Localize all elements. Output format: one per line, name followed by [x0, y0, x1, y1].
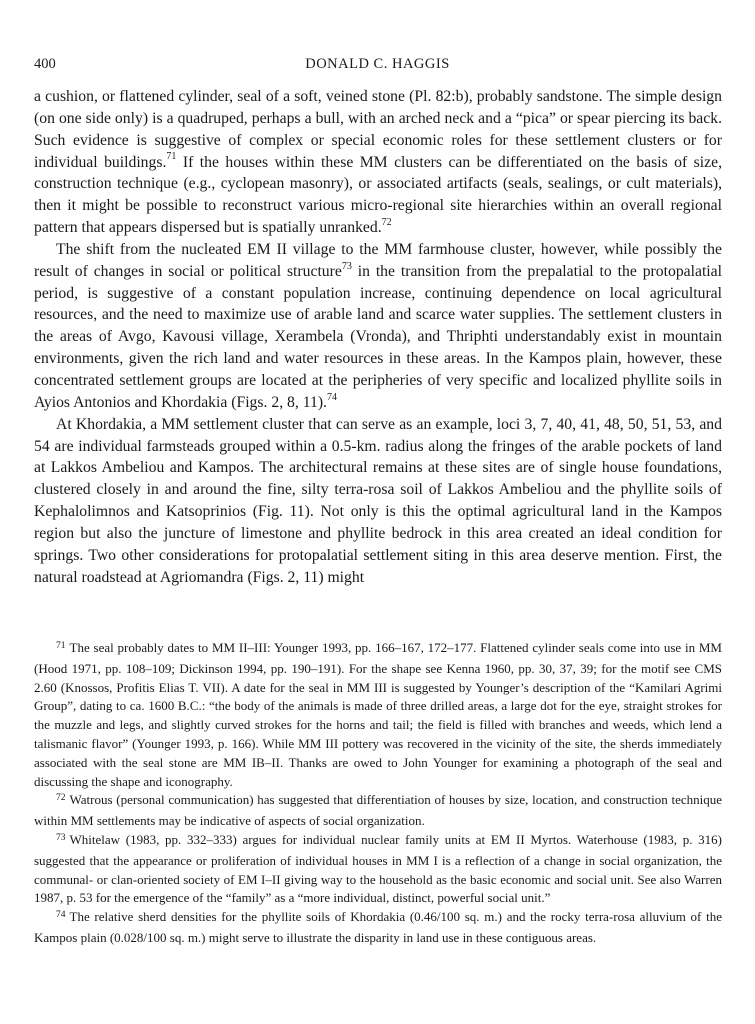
paragraph-text: a cushion, or flattened cylinder, seal of a soft, veined stone (Pl. 82:b), probably sandstone. The simple design (on one side only) is a quadruped, perhaps a bull, with an arched neck and a “pica” or spear piercing its back. Such evidence is suggestive of complex or special economic roles for these settlement clusters or for individual buildings.: [34, 88, 722, 171]
footnote-text: The relative sherd densities for the phyllite soils of Khordakia (0.46/100 sq. m.) and the rocky terra-rosa alluvium of the Kampos plain (0.028/100 sq. m.) might serve to illustrate the disparity in land use in these contiguous areas.: [34, 909, 722, 945]
footnote: [34, 791, 722, 831]
paragraph-text: in the transition from the prepalatial to the protopalatial period, is suggestive of a constant population increase, continuing dependence on local agricultural resources, and the need to maximize use of arable land and scarce water supplies. The settlement clusters in the areas of Avgo, Kavousi village, Xerambela (Vronda), and Thriphti understandably exist in mountain environments, given the rich land and water resources in these areas. In the Kampos plain, however, these concentrated settlement groups are located at the peripheries of very specific and localized phyllite soils in Ayios Antonios and Khordakia (Figs. 2, 8, 11).: [34, 262, 722, 411]
footnotes: [34, 639, 722, 948]
footnote-reference[interactable]: 74: [326, 391, 337, 403]
footnote-reference[interactable]: 73: [341, 260, 352, 272]
paragraph-text: The shift from the nucleated EM II village to the MM farmhouse cluster, however, while possibly the result of changes in social or political structure: [34, 240, 722, 280]
body-paragraph: [34, 239, 722, 414]
footnote-reference[interactable]: 71: [166, 151, 177, 163]
footnote-reference[interactable]: 72: [381, 216, 392, 228]
page-header: [34, 56, 721, 76]
page-number: 400: [34, 56, 56, 72]
paragraph-text: At Khordakia, a MM settlement cluster that can serve as an example, loci 3, 7, 40, 41, 48, 50, 51, 53, and 54 are individual farmsteads grouped within a 0.5-km. radius along the fringes of the arable pockets of land at Lakkos Ambeliou and Kampos. The architectural remains at these sites are of single house foundations, clustered closely in and around the fine, silty terra-rosa soil of Lakkos Ambeliou and the phyllite soils of Kephalolimnos and Katsoprinios (Fig. 11). Not only is this the optimal agricultural land in the Kampos region but also the juncture of limestone and phyllite bedrock in this area created an ideal condition for springs. Two other considerations for protopalatial settlement siting in this area deserve mention. First, the natural roadstead at Agriomandra (Figs. 2, 11) might: [34, 415, 722, 586]
footnote: [34, 908, 722, 948]
footnote-text: Whitelaw (1983, pp. 332–333) argues for individual nuclear family units at EM II Myrtos. Waterhouse (1983, p. 316) suggested that the appearance or proliferation of individual houses in MM I is a reflection of a change in social organization, the communal- or clan-oriented society of EM I–II giving way to the household as the basic economic and social unit. See also Warren 1987, p. 53 for the emergence of the “family” as a “more individual, distinct, powerful social unit.”: [34, 831, 722, 906]
running-head: DONALD C. HAGGIS: [305, 56, 450, 72]
body-text: [34, 86, 722, 588]
footnote-text: Watrous (personal communication) has suggested that differentiation of houses by size, location, and construction technique within MM settlements may be indicative of aspects of social organization.: [34, 792, 722, 829]
footnote-number: 71: [56, 641, 66, 651]
footnote: [34, 831, 722, 908]
body-paragraph: [34, 414, 722, 589]
footnote-text: The seal probably dates to MM II–III: Younger 1993, pp. 166–167, 172–177. Flattened cylinder seals come into use in MM (Hood 1971, pp. 108–109; Dickinson 1994, pp. 190–191). For the shape see Kenna 1960, pp. 30, 37, 39; for the motif see CMS 2.60 (Knossos, Profitis Elias T. VII). A date for the seal in MM III is suggested by Younger’s description of the “Kamilari Agrimi Group”, dating to ca. 1600 B.C.: “the body of the animals is made of three drilled areas, a large dot for the eye, straight strokes for the muzzle and legs, and slightly curved strokes for the horns and tail; the field is filled with branches and weeds, which lend a talismanic flavor” (Younger 1993, p. 166). While MM III pottery was recovered in the vicinity of the site, the sherds immediately associated with the seal stone are MM IB–II. Thanks are owed to John Younger for examining a photograph of the seal and discussing the shape and iconography.: [34, 640, 722, 789]
footnote-number: 74: [56, 910, 66, 921]
paragraph-text: If the houses within these MM clusters can be differentiated on the basis of size, construction technique (e.g., cyclopean masonry), or associated artifacts (seals, sealings, or cult materials), then it might be possible to reconstruct various micro-regional site hierarchies within an overall regional pattern that appears dispersed but is spatially unranked.: [34, 153, 722, 237]
body-paragraph: [34, 86, 722, 239]
footnote-number: 72: [56, 793, 66, 804]
footnote: [34, 639, 722, 791]
footnote-number: 73: [56, 832, 66, 843]
